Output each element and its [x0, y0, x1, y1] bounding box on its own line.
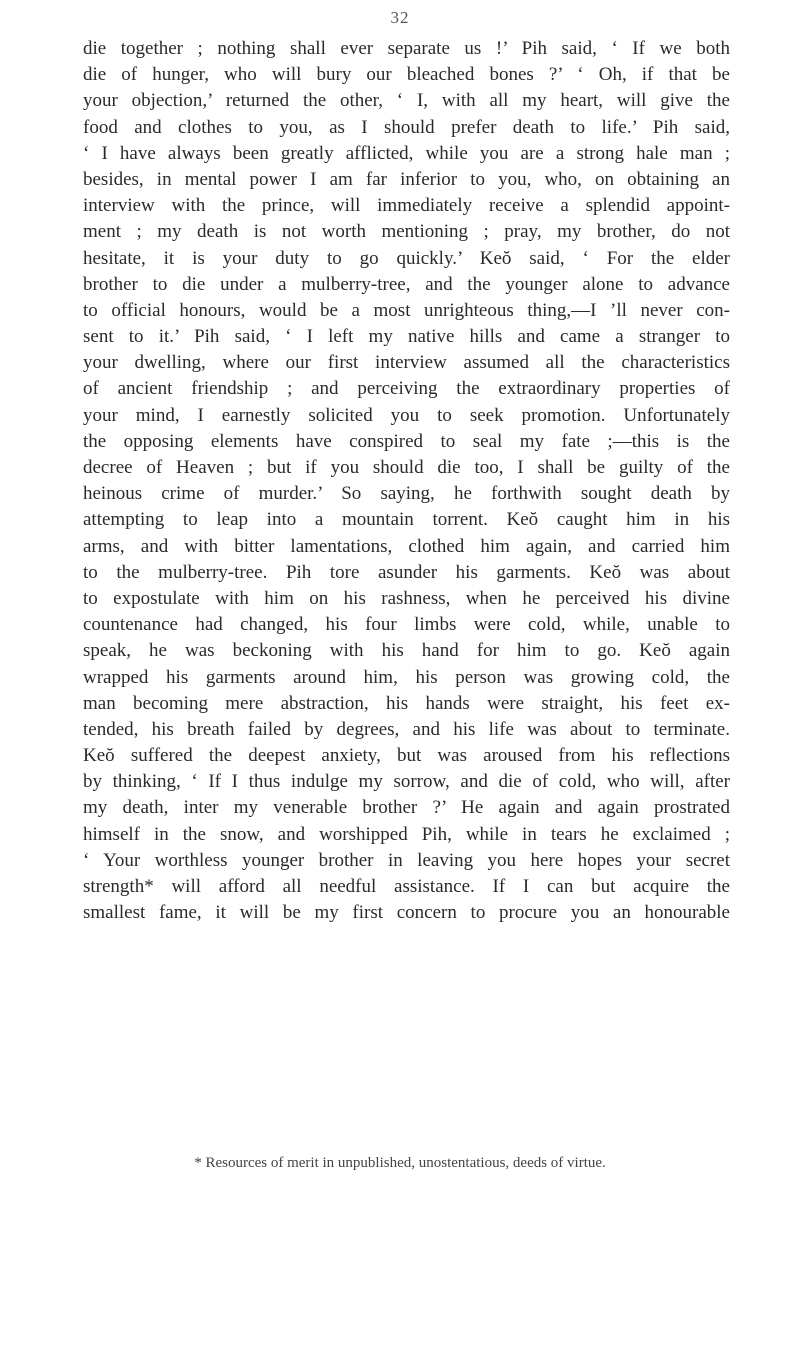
text-line: my death, inter my venerable brother ?’ He again and again prostrated — [83, 797, 730, 819]
text-line: ‘ Your worthless younger brother in leaving you here hopes your secret — [83, 849, 730, 871]
text-line: hesitate, it is your duty to go quickly.’ Keŏ said, ‘ For the elder — [83, 247, 730, 269]
text-line: smallest fame, it will be my first concern to procure you an honourable — [83, 902, 730, 924]
body-text — [83, 36, 730, 926]
text-line: your objection,’ returned the other, ‘ I, with all my heart, will give the — [83, 90, 730, 112]
text-line: countenance had changed, his four limbs were cold, while, unable to — [83, 614, 730, 636]
text-line: of ancient friendship ; and perceiving the extraordinary properties of — [83, 378, 730, 400]
text-line: to official honours, would be a most unrighteous thing,—I ’ll never con- — [83, 299, 730, 321]
text-line: speak, he was beckoning with his hand for him to go. Keŏ again — [83, 640, 730, 662]
text-line: brother to die under a mulberry-tree, and the younger alone to advance — [83, 273, 730, 295]
text-line: strength* will afford all needful assistance. If I can but acquire the — [83, 876, 730, 897]
text-line: decree of Heaven ; but if you should die too, I shall be guilty of the — [83, 457, 730, 478]
text-line: ‘ I have always been greatly afflicted, while you are a strong hale man ; — [83, 142, 730, 164]
text-line: himself in the snow, and worshipped Pih, while in tears he exclaimed ; — [83, 823, 730, 845]
text-line: arms, and with bitter lamentations, clothed him again, and carried him — [83, 535, 730, 557]
text-line: interview with the prince, will immediately receive a splendid appoint- — [83, 195, 730, 217]
text-line: besides, in mental power I am far inferior to you, who, on obtaining an — [83, 168, 730, 190]
text-line: the opposing elements have conspired to seal my fate ;—this is the — [83, 430, 730, 452]
text-line: Keŏ suffered the deepest anxiety, but was aroused from his reflections — [83, 745, 730, 767]
text-line: your mind, I earnestly solicited you to seek promotion. Unfortunately — [83, 404, 730, 426]
footnote: * Resources of merit in unpublished, unostentatious, deeds of virtue. — [194, 1155, 606, 1171]
text-line: ment ; my death is not worth mentioning ; pray, my brother, do not — [83, 221, 730, 243]
text-line: food and clothes to you, as I should prefer death to life.’ Pih said, — [83, 116, 730, 138]
text-line: die together ; nothing shall ever separate us !’ Pih said, ‘ If we both — [83, 38, 730, 59]
text-line: to the mulberry-tree. Pih tore asunder his garments. Keŏ was about — [83, 561, 730, 583]
text-line: to expostulate with him on his rashness, when he perceived his divine — [83, 587, 730, 609]
text-line: man becoming mere abstraction, his hands were straight, his feet ex- — [83, 692, 730, 714]
text-line: your dwelling, where our first interview assumed all the characteristics — [83, 352, 730, 374]
text-line: by thinking, ‘ If I thus indulge my sorrow, and die of cold, who will, after — [83, 771, 730, 793]
page-number: 32 — [390, 8, 410, 27]
text-line: sent to it.’ Pih said, ‘ I left my native hills and came a stranger to — [83, 326, 730, 348]
text-line: tended, his breath failed by degrees, and his life was about to terminate. — [83, 718, 730, 740]
text-line: die of hunger, who will bury our bleached bones ?’ ‘ Oh, if that be — [83, 64, 730, 86]
text-line: heinous crime of murder.’ So saying, he forthwith sought death by — [83, 483, 730, 505]
text-line: wrapped his garments around him, his person was growing cold, the — [83, 666, 730, 688]
text-line: attempting to leap into a mountain torrent. Keŏ caught him in his — [83, 509, 730, 531]
